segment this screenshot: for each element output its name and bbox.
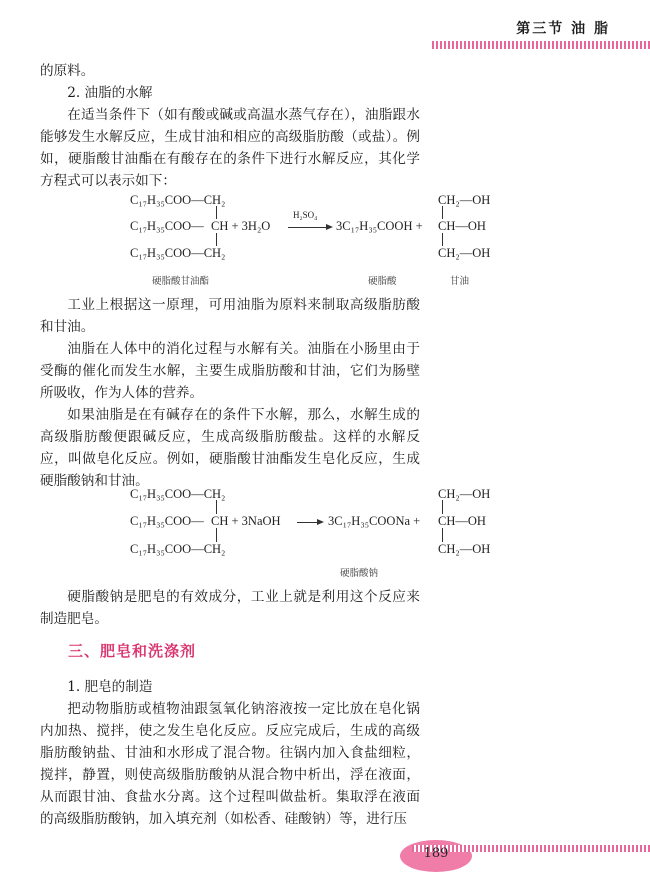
eq2-reactant-row2b: CH + 3NaOH <box>211 514 281 528</box>
text-block-soap <box>40 586 420 630</box>
section-heading-soap-detergent: 三、肥皂和洗涤剂 <box>68 642 197 660</box>
subheading-soap-making: 1. 肥皂的制造 <box>67 679 153 695</box>
header-decoration <box>432 41 650 49</box>
eq2-glycerol-row1: CH₂—OH <box>438 487 491 501</box>
eq2-bond-lower <box>216 528 217 542</box>
eq2-caption-salt: 硬脂酸钠 <box>340 568 379 579</box>
text-block-middle <box>40 294 420 492</box>
eq1-product-acid: 3C₁₇H₃₅COOH + <box>336 219 423 233</box>
eq1-arrow <box>288 227 326 228</box>
chapter-header: 第三节 油 脂 <box>516 21 610 37</box>
para-industry: 工业上根据这一原理，可用油脂为原料来制取高级脂肪酸和甘油。 <box>40 297 420 335</box>
eq1-caption-acid: 硬脂酸 <box>368 276 397 287</box>
para-digestion: 油脂在人体中的消化过程与水解有关。油脂在小肠里由于受酶的催化而发生水解，主要生成脂肪酸和甘油，它们为肠壁所吸收，作为人体的营养。 <box>40 341 420 401</box>
eq1-caption-glycerol: 甘油 <box>450 276 470 287</box>
para-soap: 硬脂酸钠是肥皂的有效成分，工业上就是利用这个反应来制造肥皂。 <box>40 589 420 627</box>
page-number: 189 <box>423 846 449 861</box>
eq1-reactant-row3: C₁₇H₃₅COO—CH₂ <box>130 246 226 260</box>
eq2-glycerol-row2: CH—OH <box>438 514 486 528</box>
eq1-glycerol-row3: CH₂—OH <box>438 246 491 260</box>
eq1-catalyst: H₂SO₄ <box>293 210 318 220</box>
para-soap-making: 把动物脂肪或植物油跟氢氧化钠溶液按一定比放在皂化锅内加热、搅拌，使之发生皂化反应。反应完成后，生成的高级脂肪酸钠盐、甘油和水形成了混合物。往锅内加入食盐细粒，搅拌，静置，则使高级脂肪酸钠从混合物中析出，浮在液面，从而跟甘油、食盐水分离。这个过程叫做盐析。集取浮在液面的高级脂肪酸钠，加入填充剂（如松香、硅酸钠）等，进行压 <box>40 701 420 827</box>
eq2-glycerol-bond-upper <box>442 500 443 514</box>
para-hydrolysis: 在适当条件下（如有酸或碱或高温水蒸气存在），油脂跟水能够发生水解反应，生成甘油和相应的高级脂肪酸（或盐）。例如，硬脂酸甘油酯在有酸存在的条件下进行水解反应，其化学方程式可以表示如下： <box>40 107 420 189</box>
eq2-glycerol-row3: CH₂—OH <box>438 542 491 556</box>
eq1-arrowhead <box>326 224 333 230</box>
subheading-hydrolysis: 2. 油脂的水解 <box>67 85 153 101</box>
eq1-glycerol-row2: CH—OH <box>438 219 486 233</box>
eq1-reactant-row2b: CH + 3H₂O <box>211 219 271 233</box>
eq1-bond-lower <box>216 233 217 246</box>
eq2-product-salt: 3C₁₇H₃₅COONa + <box>328 514 421 528</box>
eq2-arrow <box>297 522 317 523</box>
text-block-bottom <box>40 676 420 830</box>
para-alkali: 如果油脂是在有碱存在的条件下水解，那么，水解生成的高级脂肪酸便跟碱反应，生成高级脂肪酸盐。这样的水解反应，叫做皂化反应。例如，硬脂酸甘油酯发生皂化反应，生成硬脂酸钠和甘油。 <box>40 407 420 489</box>
eq1-reactant-row1: C₁₇H₃₅COO—CH₂ <box>130 193 226 207</box>
text-block-top <box>40 60 420 192</box>
para-top: 的原料。 <box>40 63 95 79</box>
eq2-arrowhead <box>317 519 324 525</box>
eq1-reactant-row2a: C₁₇H₃₅COO— <box>130 219 204 233</box>
eq2-reactant-row1: C₁₇H₃₅COO—CH₂ <box>130 487 226 501</box>
eq2-reactant-row3: C₁₇H₃₅COO—CH₂ <box>130 542 226 556</box>
eq1-glycerol-row1: CH₂—OH <box>438 193 491 207</box>
eq2-reactant-row2a: C₁₇H₃₅COO— <box>130 514 204 528</box>
eq1-caption-ester: 硬脂酸甘油酯 <box>152 276 210 287</box>
eq2-bond-upper <box>216 500 217 514</box>
eq1-glycerol-bond-upper <box>442 206 443 219</box>
eq1-glycerol-bond-lower <box>442 233 443 246</box>
eq2-glycerol-bond-lower <box>442 528 443 542</box>
eq1-bond-upper <box>216 206 217 219</box>
